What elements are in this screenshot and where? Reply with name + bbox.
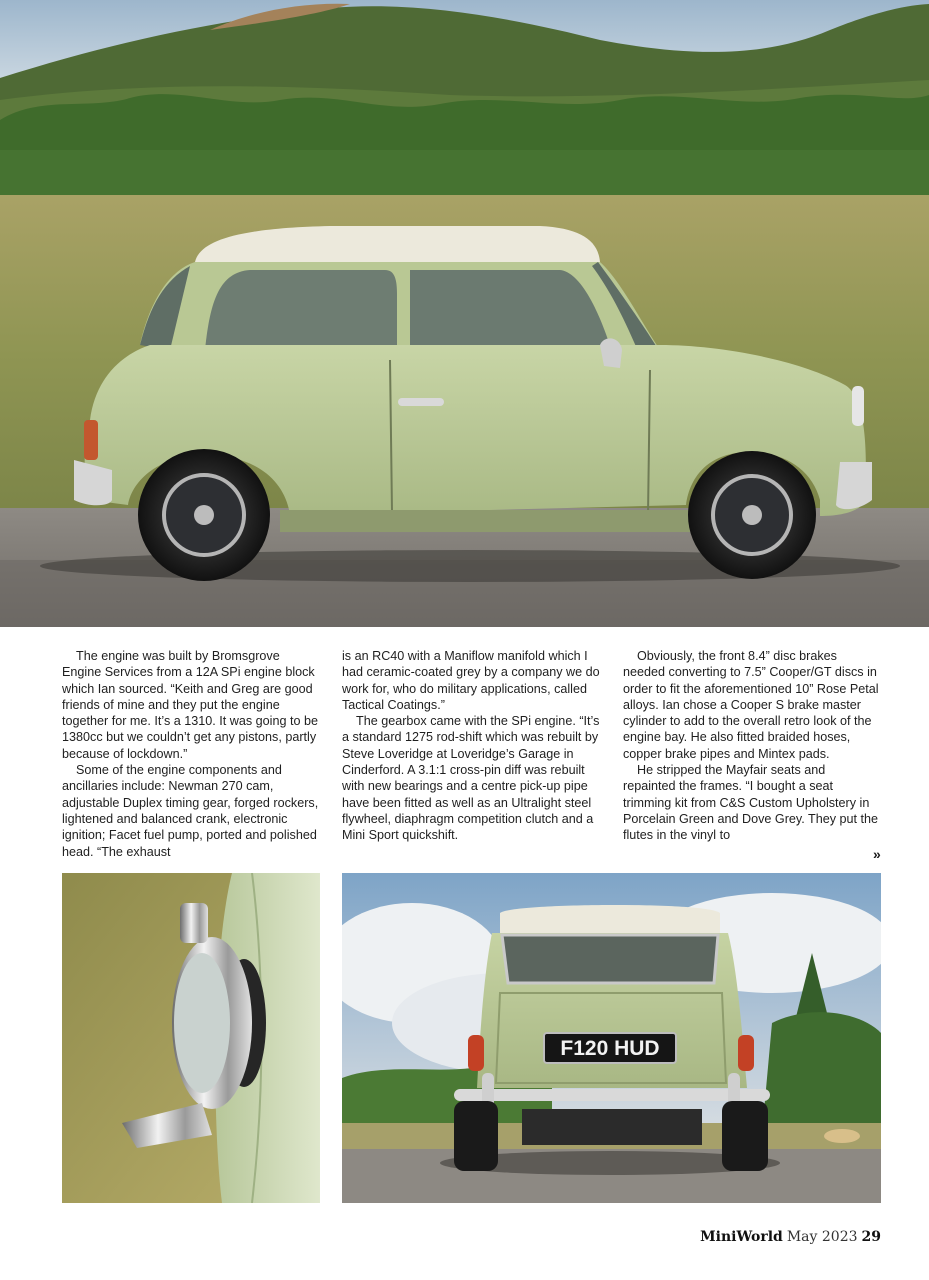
issue-date: May 2023 [786, 1229, 858, 1245]
number-plate-text: F120 HUD [560, 1037, 660, 1060]
text-column-2 [342, 648, 600, 844]
fuel-cap-illustration [62, 873, 320, 1203]
rear-view-photo [342, 873, 881, 1203]
paragraph: He stripped the Mayfair seats and repainted the frames. “I bought a seat trimming kit from C&S Custom Upholstery in Porcelain Green and Dove Grey. They put the flutes in the vinyl to [623, 763, 879, 843]
text-column-1 [62, 648, 320, 860]
paragraph: Obviously, the front 8.4” disc brakes needed converting to 7.5” Cooper/GT discs in order to fit the aforementioned 10” Rose Petal alloys. Ian chose a Cooper S brake master cylinder to add to the overall retro look of the engine bay. He also fitted braided hoses, copper brake pipes and Mintex pads. [623, 649, 879, 761]
magazine-name: MiniWorld [700, 1229, 783, 1245]
page-footer [700, 1228, 881, 1245]
mini-rear-illustration [342, 873, 881, 1203]
mini-side-illustration [0, 0, 929, 627]
fuel-cap-photo [62, 873, 320, 1203]
paragraph: The engine was built by Bromsgrove Engine Services from a 12A SPi engine block which Ian sourced. “Keith and Greg are good friends of mine and they put the engine together for me. It’s a 1310. It was going to be 1380cc but we couldn’t get any pistons, partly because of lockdown.” [62, 649, 318, 761]
paragraph: Some of the engine components and ancillaries include: Newman 270 cam, adjustable Duplex timing gear, forged rockers, lightened and balanced crank, electronic ignition; Facet fuel pump, ported and polished head. “The exhaust [62, 763, 319, 859]
text-column-3 [623, 648, 881, 844]
hero-photo-side-view [0, 0, 929, 627]
continue-arrow-icon: » [873, 846, 881, 862]
page-number: 29 [861, 1229, 881, 1245]
paragraph: The gearbox came with the SPi engine. “It’s a standard 1275 rod-shift which was rebuilt by Steve Loveridge at Loveridge’s Garage in Cinderford. A 3.1:1 cross-pin diff was rebuilt with new bearings and a centre pick-up pipe have been fitted as well as an Ultralight steel flywheel, diaphragm competition clutch and a Mini Sport quickshift. [342, 714, 600, 843]
paragraph: is an RC40 with a Maniflow manifold which I had ceramic-coated grey by a company we do work for, who do military applications, called Tactical Coatings.” [342, 649, 600, 712]
